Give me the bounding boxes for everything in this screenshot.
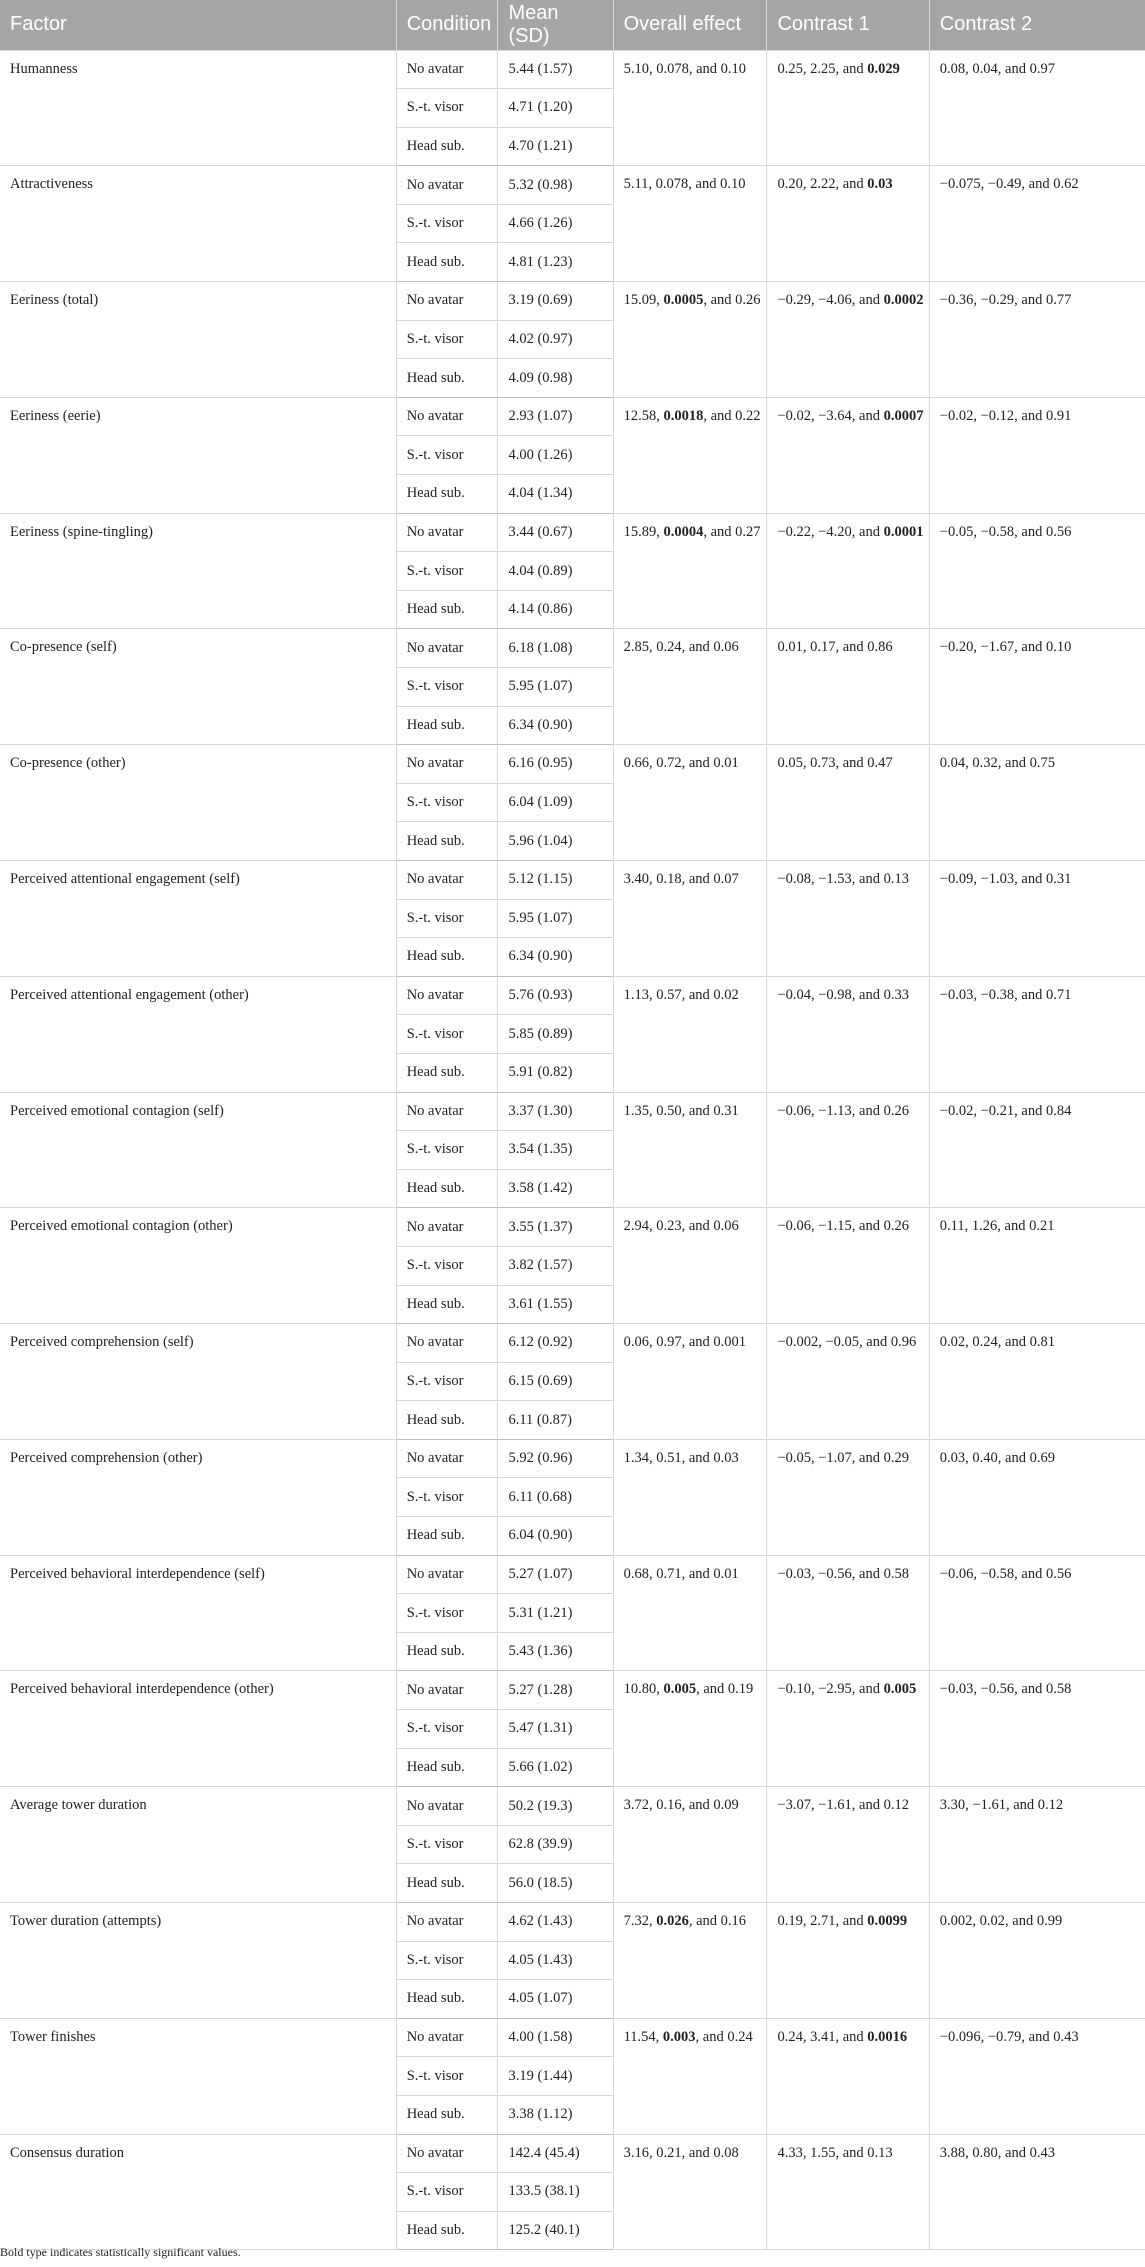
contrast-2-cell-value: −0.09, −1.03, and 0.31	[939, 870, 1072, 887]
contrast-2-cell	[929, 860, 1145, 976]
overall-effect-cell	[613, 50, 767, 166]
condition-cell: Head sub.	[396, 475, 498, 514]
contrast-2-cell-value: 0.03, 0.40, and 0.69	[939, 1449, 1055, 1466]
mean-sd-cell: 5.92 (0.96)	[498, 1439, 613, 1478]
overall-effect-cell-value: 1.34, 0.51, and 0.03	[623, 1449, 739, 1466]
contrast-2-cell	[929, 1324, 1145, 1440]
contrast-2-cell-value: 3.88, 0.80, and 0.43	[939, 2144, 1055, 2161]
table-row	[0, 166, 1145, 205]
contrast-1-cell	[767, 282, 929, 398]
mean-sd-cell: 4.81 (1.23)	[498, 243, 613, 282]
contrast-1-cell	[767, 1439, 929, 1555]
overall-effect-cell	[613, 166, 767, 282]
mean-sd-cell: 6.34 (0.90)	[498, 706, 613, 745]
contrast-1-cell-value: −0.06, −1.13, and 0.26	[777, 1102, 909, 1119]
table-row	[0, 50, 1145, 89]
condition-cell: Head sub.	[396, 938, 498, 977]
mean-sd-cell: 4.05 (1.43)	[498, 1941, 613, 1980]
condition-cell: Head sub.	[396, 1401, 498, 1440]
header-contrast-1: Contrast 1	[767, 0, 929, 50]
mean-sd-cell: 4.00 (1.58)	[498, 2018, 613, 2057]
mean-sd-cell: 6.12 (0.92)	[498, 1324, 613, 1363]
condition-cell: No avatar	[396, 1092, 498, 1131]
mean-sd-cell: 4.09 (0.98)	[498, 359, 613, 398]
condition-cell: No avatar	[396, 1439, 498, 1478]
mean-sd-cell: 4.04 (0.89)	[498, 552, 613, 591]
contrast-2-cell-value: −0.096, −0.79, and 0.43	[939, 2028, 1079, 2045]
mean-sd-cell: 3.58 (1.42)	[498, 1169, 613, 1208]
condition-cell: S.-t. visor	[396, 1825, 498, 1864]
table-body	[0, 50, 1145, 2250]
contrast-1-cell	[767, 976, 929, 1092]
mean-sd-cell: 5.27 (1.28)	[498, 1671, 613, 1710]
condition-cell: Head sub.	[396, 2211, 498, 2250]
overall-effect-cell	[613, 2018, 767, 2134]
contrast-2-cell	[929, 1787, 1145, 1903]
contrast-1-cell-value: −0.22, −4.20, and	[777, 523, 884, 540]
mean-sd-cell: 5.95 (1.07)	[498, 668, 613, 707]
overall-effect-cell-value: 5.10, 0.078, and 0.10	[623, 60, 746, 77]
contrast-1-cell-value: 4.33, 1.55, and 0.13	[777, 2144, 893, 2161]
overall-effect-cell-value-tail: , and 0.19	[696, 1681, 754, 1698]
contrast-2-cell	[929, 282, 1145, 398]
mean-sd-cell: 5.43 (1.36)	[498, 1632, 613, 1671]
overall-effect-cell-value: 0.68, 0.71, and 0.01	[623, 1565, 739, 1582]
contrast-2-cell	[929, 1439, 1145, 1555]
contrast-2-cell	[929, 1555, 1145, 1671]
factor-cell: Perceived emotional contagion (other)	[0, 1208, 396, 1324]
mean-sd-cell: 56.0 (18.5)	[498, 1864, 613, 1903]
contrast-1-cell-significant-value: 0.0002	[883, 292, 924, 309]
factor-cell: Perceived behavioral interdependence (self)	[0, 1555, 396, 1671]
table-footnote: Bold type indicates statistically significant values.	[0, 2245, 241, 2259]
mean-sd-cell: 4.62 (1.43)	[498, 1903, 613, 1942]
mean-sd-cell: 4.70 (1.21)	[498, 127, 613, 166]
condition-cell: Head sub.	[396, 706, 498, 745]
contrast-1-cell-significant-value: 0.0007	[883, 407, 924, 424]
contrast-1-cell	[767, 166, 929, 282]
mean-sd-cell: 5.47 (1.31)	[498, 1710, 613, 1749]
header-overall-effect: Overall effect	[613, 0, 767, 50]
condition-cell: Head sub.	[396, 1285, 498, 1324]
mean-sd-cell: 6.11 (0.87)	[498, 1401, 613, 1440]
condition-cell: Head sub.	[396, 359, 498, 398]
condition-cell: No avatar	[396, 745, 498, 784]
contrast-1-cell	[767, 50, 929, 166]
mean-sd-cell: 5.12 (1.15)	[498, 860, 613, 899]
contrast-2-cell	[929, 629, 1145, 745]
contrast-2-cell-value: −0.06, −0.58, and 0.56	[939, 1565, 1072, 1582]
condition-cell: S.-t. visor	[396, 783, 498, 822]
overall-effect-cell-value: 15.09,	[623, 292, 664, 309]
table-row	[0, 1092, 1145, 1131]
overall-effect-cell	[613, 397, 767, 513]
mean-sd-cell: 133.5 (38.1)	[498, 2173, 613, 2212]
mean-sd-cell: 3.61 (1.55)	[498, 1285, 613, 1324]
factor-cell: Eeriness (eerie)	[0, 397, 396, 513]
factor-cell: Attractiveness	[0, 166, 396, 282]
factor-cell: Humanness	[0, 50, 396, 166]
condition-cell: No avatar	[396, 1208, 498, 1247]
condition-cell: Head sub.	[396, 1632, 498, 1671]
condition-cell: S.-t. visor	[396, 2173, 498, 2212]
overall-effect-cell	[613, 1324, 767, 1440]
mean-sd-cell: 3.54 (1.35)	[498, 1131, 613, 1170]
contrast-2-cell-value: −0.36, −0.29, and 0.77	[939, 292, 1072, 309]
mean-sd-cell: 50.2 (19.3)	[498, 1787, 613, 1826]
contrast-2-cell	[929, 50, 1145, 166]
condition-cell: No avatar	[396, 1903, 498, 1942]
condition-cell: No avatar	[396, 50, 498, 89]
contrast-2-cell-value: 3.30, −1.61, and 0.12	[939, 1797, 1064, 1814]
contrast-2-cell-value: 0.002, 0.02, and 0.99	[939, 1913, 1063, 1929]
factor-cell: Co-presence (other)	[0, 745, 396, 861]
header-contrast-2: Contrast 2	[929, 0, 1145, 50]
mean-sd-cell: 6.18 (1.08)	[498, 629, 613, 668]
overall-effect-cell-value-tail: , and 0.22	[703, 407, 761, 424]
condition-cell: Head sub.	[396, 1748, 498, 1787]
mean-sd-cell: 5.96 (1.04)	[498, 822, 613, 861]
table-row	[0, 1324, 1145, 1363]
contrast-1-cell-value: 0.01, 0.17, and 0.86	[777, 639, 893, 656]
condition-cell: S.-t. visor	[396, 552, 498, 591]
condition-cell: S.-t. visor	[396, 1131, 498, 1170]
overall-effect-cell-value: 2.85, 0.24, and 0.06	[623, 639, 739, 656]
table-row	[0, 860, 1145, 899]
mean-sd-cell: 6.04 (0.90)	[498, 1517, 613, 1556]
mean-sd-cell: 5.95 (1.07)	[498, 899, 613, 938]
mean-sd-cell: 3.82 (1.57)	[498, 1246, 613, 1285]
overall-effect-cell-significant-value: 0.005	[663, 1681, 697, 1698]
mean-sd-cell: 4.05 (1.07)	[498, 1980, 613, 2019]
condition-cell: No avatar	[396, 629, 498, 668]
contrast-1-cell-value: −0.05, −1.07, and 0.29	[777, 1449, 909, 1466]
mean-sd-cell: 3.44 (0.67)	[498, 513, 613, 552]
overall-effect-cell-value: 10.80,	[623, 1681, 664, 1698]
contrast-1-cell	[767, 1671, 929, 1787]
contrast-1-cell-value: −0.03, −0.56, and 0.58	[777, 1565, 909, 1582]
overall-effect-cell-significant-value: 0.0004	[663, 523, 704, 540]
contrast-2-cell	[929, 397, 1145, 513]
condition-cell: Head sub.	[396, 590, 498, 629]
condition-cell: S.-t. visor	[396, 1362, 498, 1401]
mean-sd-cell: 4.00 (1.26)	[498, 436, 613, 475]
condition-cell: Head sub.	[396, 1980, 498, 2019]
overall-effect-cell-significant-value: 0.0005	[663, 292, 704, 309]
overall-effect-cell-significant-value: 0.026	[656, 1913, 689, 1929]
mean-sd-cell: 6.11 (0.68)	[498, 1478, 613, 1517]
overall-effect-cell-value-tail: , and 0.27	[703, 523, 761, 540]
contrast-1-cell-significant-value: 0.0099	[867, 1913, 908, 1929]
contrast-2-cell	[929, 2018, 1145, 2134]
condition-cell: Head sub.	[396, 243, 498, 282]
condition-cell: S.-t. visor	[396, 2057, 498, 2096]
header-condition: Condition	[396, 0, 498, 50]
overall-effect-cell-significant-value: 0.0018	[663, 407, 704, 424]
overall-effect-cell	[613, 976, 767, 1092]
contrast-2-cell-value: −0.075, −0.49, and 0.62	[939, 176, 1079, 193]
contrast-2-cell	[929, 1903, 1145, 2019]
overall-effect-cell-value: 11.54,	[623, 2028, 663, 2045]
overall-effect-cell	[613, 513, 767, 629]
condition-cell: S.-t. visor	[396, 89, 498, 128]
overall-effect-cell	[613, 629, 767, 745]
contrast-1-cell	[767, 2018, 929, 2134]
factor-cell: Perceived behavioral interdependence (other)	[0, 1671, 396, 1787]
condition-cell: No avatar	[396, 1787, 498, 1826]
contrast-1-cell	[767, 1208, 929, 1324]
table-row	[0, 745, 1145, 784]
header-factor: Factor	[10, 13, 67, 36]
contrast-1-cell	[767, 513, 929, 629]
table-row	[0, 2018, 1145, 2057]
mean-sd-cell: 3.55 (1.37)	[498, 1208, 613, 1247]
contrast-1-cell-value: −0.29, −4.06, and	[777, 292, 884, 309]
overall-effect-cell-value: 0.66, 0.72, and 0.01	[623, 755, 739, 772]
overall-effect-cell-value: 5.11, 0.078, and 0.10	[623, 176, 746, 193]
overall-effect-cell	[613, 1092, 767, 1208]
contrast-2-cell-value: −0.02, −0.21, and 0.84	[939, 1102, 1072, 1119]
table-row	[0, 1439, 1145, 1478]
contrast-1-cell-value: −0.08, −1.53, and 0.13	[777, 870, 909, 887]
factor-cell: Perceived emotional contagion (self)	[0, 1092, 396, 1208]
condition-cell: S.-t. visor	[396, 320, 498, 359]
condition-cell: Head sub.	[396, 822, 498, 861]
condition-cell: Head sub.	[396, 1517, 498, 1556]
contrast-1-cell-significant-value: 0.03	[867, 176, 893, 193]
overall-effect-cell	[613, 2134, 767, 2250]
mean-sd-cell: 5.91 (0.82)	[498, 1053, 613, 1092]
contrast-2-cell-value: −0.20, −1.67, and 0.10	[939, 639, 1072, 656]
contrast-1-cell	[767, 1787, 929, 1903]
mean-sd-cell: 5.85 (0.89)	[498, 1015, 613, 1054]
condition-cell: S.-t. visor	[396, 1478, 498, 1517]
mean-sd-cell: 3.38 (1.12)	[498, 2095, 613, 2134]
condition-cell: No avatar	[396, 860, 498, 899]
condition-cell: Head sub.	[396, 2095, 498, 2134]
contrast-1-cell-significant-value: 0.0001	[883, 523, 924, 540]
contrast-1-cell-value: 0.05, 0.73, and 0.47	[777, 755, 893, 772]
mean-sd-cell: 62.8 (39.9)	[498, 1825, 613, 1864]
table-row	[0, 1208, 1145, 1247]
mean-sd-cell: 3.19 (1.44)	[498, 2057, 613, 2096]
contrast-2-cell	[929, 166, 1145, 282]
condition-cell: No avatar	[396, 2018, 498, 2057]
table-row	[0, 629, 1145, 668]
mean-sd-cell: 3.37 (1.30)	[498, 1092, 613, 1131]
table-row	[0, 397, 1145, 436]
overall-effect-cell	[613, 1555, 767, 1671]
condition-cell: S.-t. visor	[396, 668, 498, 707]
mean-sd-cell: 4.14 (0.86)	[498, 590, 613, 629]
condition-cell: S.-t. visor	[396, 436, 498, 475]
overall-effect-cell-value: 15.89,	[623, 523, 664, 540]
condition-cell: No avatar	[396, 513, 498, 552]
mean-sd-cell: 6.34 (0.90)	[498, 938, 613, 977]
factor-cell: Co-presence (self)	[0, 629, 396, 745]
factor-cell: Perceived comprehension (self)	[0, 1324, 396, 1440]
table-row	[0, 976, 1145, 1015]
condition-cell: No avatar	[396, 2134, 498, 2173]
contrast-1-cell-value: −0.02, −3.64, and	[777, 407, 884, 424]
condition-cell: Head sub.	[396, 127, 498, 166]
table-row	[0, 2134, 1145, 2173]
overall-effect-cell	[613, 1671, 767, 1787]
overall-effect-cell	[613, 1903, 767, 2019]
factor-cell: Average tower duration	[0, 1787, 396, 1903]
factor-cell: Tower finishes	[0, 2018, 396, 2134]
factor-cell: Perceived attentional engagement (other)	[0, 976, 396, 1092]
contrast-1-cell	[767, 397, 929, 513]
contrast-1-cell-value: −0.10, −2.95, and	[777, 1681, 884, 1698]
contrast-2-cell-value: 0.02, 0.24, and 0.81	[939, 1334, 1055, 1351]
condition-cell: S.-t. visor	[396, 1246, 498, 1285]
contrast-2-cell-value: 0.04, 0.32, and 0.75	[939, 755, 1055, 772]
contrast-1-cell-value: 0.20, 2.22, and	[777, 176, 868, 193]
contrast-1-cell	[767, 2134, 929, 2250]
contrast-1-cell-value: −0.04, −0.98, and 0.33	[777, 986, 909, 1003]
condition-cell: No avatar	[396, 976, 498, 1015]
mean-sd-cell: 3.19 (0.69)	[498, 282, 613, 321]
contrast-2-cell-value: −0.05, −0.58, and 0.56	[939, 523, 1072, 540]
header-row	[0, 0, 1145, 50]
mean-sd-cell: 2.93 (1.07)	[498, 397, 613, 436]
overall-effect-cell-value: 1.35, 0.50, and 0.31	[623, 1102, 739, 1119]
overall-effect-cell-value: 1.13, 0.57, and 0.02	[623, 986, 739, 1003]
contrast-1-cell	[767, 1555, 929, 1671]
overall-effect-cell-value: 12.58,	[623, 407, 664, 424]
mean-sd-cell: 142.4 (45.4)	[498, 2134, 613, 2173]
factor-cell: Tower duration (attempts)	[0, 1903, 396, 2019]
contrast-1-cell-significant-value: 0.005	[883, 1681, 917, 1698]
overall-effect-cell-value: 2.94, 0.23, and 0.06	[623, 1218, 739, 1235]
condition-cell: S.-t. visor	[396, 1594, 498, 1633]
mean-sd-cell: 6.16 (0.95)	[498, 745, 613, 784]
overall-effect-cell	[613, 1208, 767, 1324]
mean-sd-cell: 6.15 (0.69)	[498, 1362, 613, 1401]
condition-cell: No avatar	[396, 1671, 498, 1710]
factor-cell: Perceived comprehension (other)	[0, 1439, 396, 1555]
condition-cell: S.-t. visor	[396, 1710, 498, 1749]
contrast-2-cell-value: −0.03, −0.56, and 0.58	[939, 1681, 1072, 1698]
contrast-2-cell-value: 0.08, 0.04, and 0.97	[939, 60, 1055, 77]
contrast-2-cell-value: 0.11, 1.26, and 0.21	[939, 1218, 1055, 1235]
contrast-1-cell-significant-value: 0.0016	[867, 2028, 908, 2045]
contrast-2-cell-value: −0.02, −0.12, and 0.91	[939, 407, 1072, 424]
contrast-1-cell-significant-value: 0.029	[867, 60, 900, 77]
contrast-1-cell	[767, 1092, 929, 1208]
contrast-1-cell-value: 0.24, 3.41, and	[777, 2028, 868, 2045]
overall-effect-cell	[613, 1439, 767, 1555]
condition-cell: Head sub.	[396, 1053, 498, 1092]
condition-cell: No avatar	[396, 1324, 498, 1363]
overall-effect-cell	[613, 282, 767, 398]
mean-sd-cell: 5.44 (1.57)	[498, 50, 613, 89]
contrast-2-cell	[929, 1092, 1145, 1208]
overall-effect-cell	[613, 745, 767, 861]
mean-sd-cell: 5.76 (0.93)	[498, 976, 613, 1015]
factor-cell: Consensus duration	[0, 2134, 396, 2250]
table-row	[0, 282, 1145, 321]
contrast-2-cell	[929, 513, 1145, 629]
overall-effect-cell-value-tail: , and 0.26	[703, 292, 761, 309]
mean-sd-cell: 5.32 (0.98)	[498, 166, 613, 205]
mean-sd-cell: 125.2 (40.1)	[498, 2211, 613, 2250]
condition-cell: Head sub.	[396, 1864, 498, 1903]
factor-cell: Eeriness (total)	[0, 282, 396, 398]
condition-cell: No avatar	[396, 397, 498, 436]
table-row	[0, 1787, 1145, 1826]
contrast-2-cell	[929, 976, 1145, 1092]
mean-sd-cell: 4.04 (1.34)	[498, 475, 613, 514]
contrast-2-cell	[929, 745, 1145, 861]
mean-sd-cell: 5.66 (1.02)	[498, 1748, 613, 1787]
factor-cell: Perceived attentional engagement (self)	[0, 860, 396, 976]
contrast-1-cell	[767, 1324, 929, 1440]
overall-effect-cell-value: 3.40, 0.18, and 0.07	[623, 870, 739, 887]
mean-sd-cell: 5.27 (1.07)	[498, 1555, 613, 1594]
mean-sd-cell: 4.02 (0.97)	[498, 320, 613, 359]
condition-cell: No avatar	[396, 282, 498, 321]
contrast-2-cell	[929, 1208, 1145, 1324]
contrast-1-cell-value: 0.25, 2.25, and	[777, 60, 868, 77]
contrast-1-cell-value: −0.002, −0.05, and 0.96	[777, 1334, 917, 1351]
condition-cell: S.-t. visor	[396, 1015, 498, 1054]
mean-sd-cell: 6.04 (1.09)	[498, 783, 613, 822]
table-row	[0, 1903, 1145, 1942]
contrast-1-cell	[767, 860, 929, 976]
factor-cell: Eeriness (spine-tingling)	[0, 513, 396, 629]
overall-effect-cell	[613, 1787, 767, 1903]
table-row	[0, 1671, 1145, 1710]
contrast-1-cell	[767, 629, 929, 745]
condition-cell: S.-t. visor	[396, 1941, 498, 1980]
table-row	[0, 513, 1145, 552]
contrast-1-cell	[767, 745, 929, 861]
overall-effect-cell-value: 7.32,	[623, 1913, 657, 1929]
mean-sd-cell: 5.31 (1.21)	[498, 1594, 613, 1633]
mean-sd-cell: 4.71 (1.20)	[498, 89, 613, 128]
contrast-1-cell-value: −0.06, −1.15, and 0.26	[777, 1218, 909, 1235]
condition-cell: No avatar	[396, 1555, 498, 1594]
condition-cell: S.-t. visor	[396, 204, 498, 243]
header-mean-sd: Mean (SD)	[498, 0, 613, 50]
contrast-2-cell	[929, 2134, 1145, 2250]
overall-effect-cell	[613, 860, 767, 976]
overall-effect-cell-significant-value: 0.003	[662, 2028, 696, 2045]
overall-effect-cell-value: 3.16, 0.21, and 0.08	[623, 2144, 739, 2161]
table-row	[0, 1555, 1145, 1594]
condition-cell: No avatar	[396, 166, 498, 205]
overall-effect-cell-value: 3.72, 0.16, and 0.09	[623, 1797, 739, 1814]
contrast-2-cell-value: −0.03, −0.38, and 0.71	[939, 986, 1072, 1003]
overall-effect-cell-value-tail: , and 0.16	[688, 1913, 746, 1929]
condition-cell: S.-t. visor	[396, 899, 498, 938]
contrast-1-cell-value: 0.19, 2.71, and	[777, 1913, 868, 1929]
overall-effect-cell-value: 0.06, 0.97, and 0.001	[623, 1334, 746, 1351]
mean-sd-cell: 4.66 (1.26)	[498, 204, 613, 243]
contrast-2-cell	[929, 1671, 1145, 1787]
condition-cell: Head sub.	[396, 1169, 498, 1208]
overall-effect-cell-value-tail: , and 0.24	[695, 2028, 753, 2045]
contrast-1-cell-value: −3.07, −1.61, and 0.12	[777, 1797, 909, 1814]
contrast-1-cell	[767, 1903, 929, 2019]
